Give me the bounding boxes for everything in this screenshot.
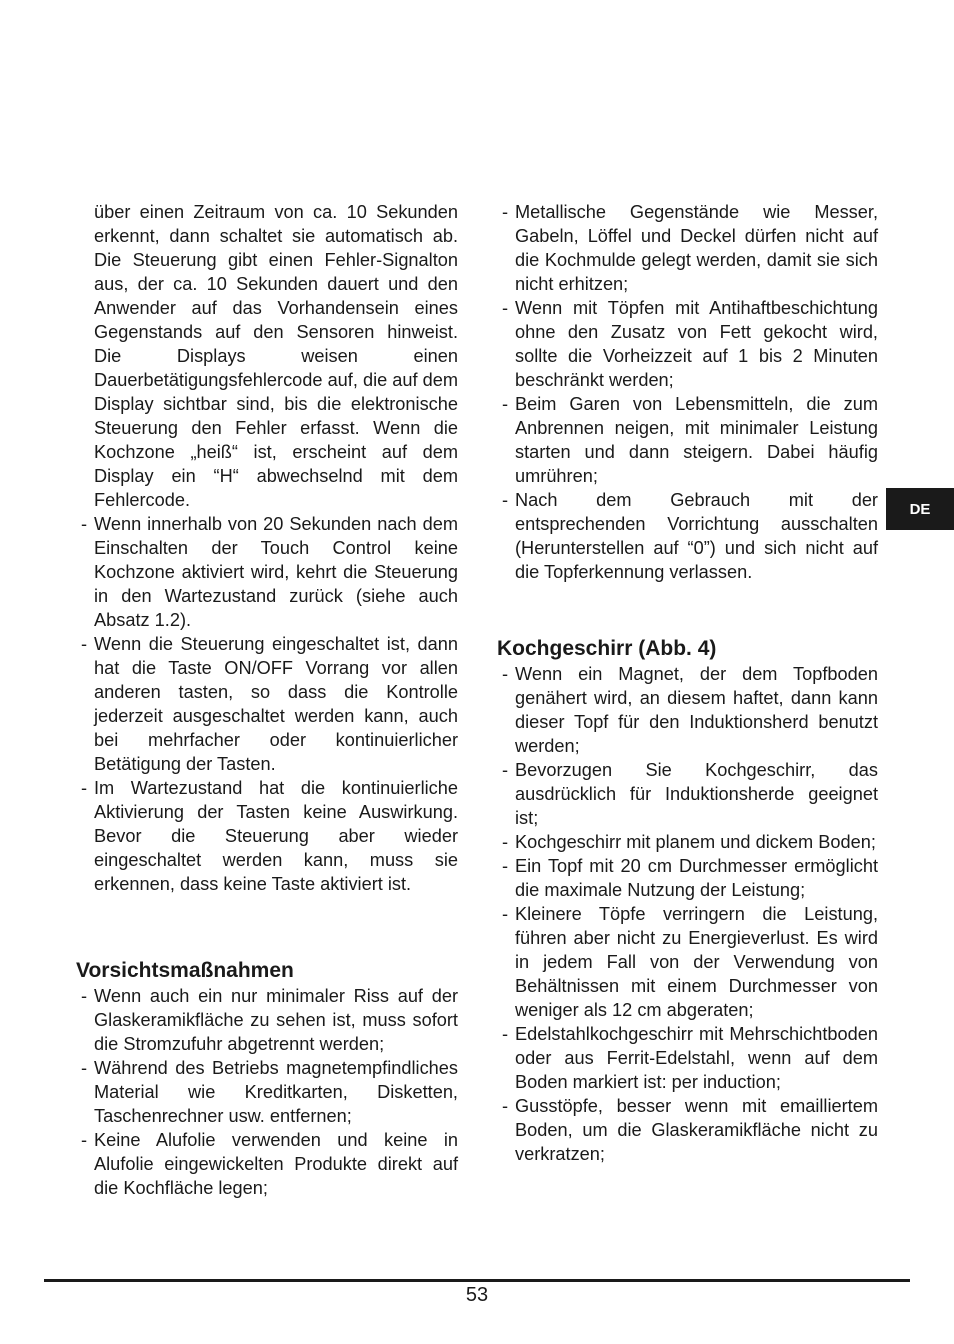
list-item xyxy=(76,632,458,776)
bullet-dash: - xyxy=(502,1024,509,1044)
bullet-dash: - xyxy=(502,856,509,876)
list-item xyxy=(497,296,878,392)
list-item xyxy=(76,1128,458,1200)
list-item-text: Wenn die Steuerung eingeschaltet ist, dann hat die Taste ON/OFF Vorrang vor allen anderen tasten, so dass die Kontrolle jederzeit ausgeschaltet werden kann, auch bei mehrfacher oder kontinuierlicher Betätigung der Tasten. xyxy=(94,634,458,774)
bullet-dash: - xyxy=(502,904,509,924)
bullet-dash: - xyxy=(502,664,509,684)
bullet-dash: - xyxy=(502,1096,509,1116)
section-heading-cookware: Kochgeschirr (Abb. 4) xyxy=(497,637,717,660)
list-item-text: Metallische Gegenstände wie Messer, Gabeln, Löffel und Deckel dürfen nicht auf die Kochmulde gelegt werden, damit sie sich nicht erhitzen; xyxy=(515,202,878,294)
list-item-text: Ein Topf mit 20 cm Durchmesser ermöglicht die maximale Nutzung der Leistung; xyxy=(515,856,878,900)
list-item-text: Im Wartezustand hat die kontinuierliche Aktivierung der Tasten keine Auswirkung. Bevor die Steuerung aber wieder eingeschaltet werden kann, muss sie erkennen, dass keine Taste aktiviert ist. xyxy=(94,778,458,894)
list-item-text: Beim Garen von Lebensmitteln, die zum Anbrennen neigen, mit minimaler Leistung starten und dann steigern. Dabei häufig umrühren; xyxy=(515,394,878,486)
bullet-dash: - xyxy=(502,832,509,852)
list-item-text: Kleinere Töpfe verringern die Leistung, führen aber nicht zu Energieverlust. Es wird in jedem Fall von der Verwendung von Behältnissen mit einem Durchmesser von weniger als 12 cm abgeraten; xyxy=(515,904,878,1020)
list-item xyxy=(497,392,878,488)
bullet-dash: - xyxy=(502,490,509,510)
list-item xyxy=(497,1094,878,1166)
list-item-text: Keine Alufolie verwenden und keine in Alufolie eingewickelten Produkte direkt auf die Kochfläche legen; xyxy=(94,1130,458,1198)
list-item-text: Kochgeschirr mit planem und dickem Boden; xyxy=(515,832,876,852)
list-item-text: Bevorzugen Sie Kochgeschirr, das ausdrücklich für Induktionsherde geeignet ist; xyxy=(515,760,878,828)
list-item xyxy=(497,1022,878,1094)
list-item xyxy=(76,1056,458,1128)
list-item-text: Edelstahlkochgeschirr mit Mehrschichtboden oder aus Ferrit-Edelstahl, wenn auf dem Boden markiert ist: per induction; xyxy=(515,1024,878,1092)
footer-rule xyxy=(44,1279,910,1282)
list-item xyxy=(497,758,878,830)
list-item-text: Wenn mit Töpfen mit Antihaftbeschichtung ohne den Zusatz von Fett gekocht wird, sollte die Vorheizzeit auf 1 bis 2 Minuten beschränkt werden; xyxy=(515,298,878,390)
bullet-dash: - xyxy=(81,986,88,1006)
list-item xyxy=(497,200,878,296)
list-item xyxy=(497,902,878,1022)
bullet-dash: - xyxy=(81,1058,88,1078)
bullet-dash: - xyxy=(81,778,88,798)
section-heading-precautions: Vorsichtsmaßnahmen xyxy=(76,959,294,982)
right-column xyxy=(497,200,878,1166)
list-item xyxy=(76,512,458,632)
list-item-text: Nach dem Gebrauch mit der entsprechenden Vorrichtung ausschalten (Herunterstellen auf “0”) und sich nicht auf die Topferkennung verlassen. xyxy=(515,490,878,582)
list-item xyxy=(497,488,878,584)
left-column xyxy=(76,200,458,1200)
list-item-text: Wenn innerhalb von 20 Sekunden nach dem Einschalten der Touch Control keine Kochzone aktiviert wird, kehrt die Steuerung in den Wartezustand zurück (siehe auch Absatz 1.2). xyxy=(94,514,458,630)
bullet-dash: - xyxy=(502,760,509,780)
list-item xyxy=(497,662,878,758)
list-item xyxy=(76,984,458,1056)
list-item xyxy=(497,854,878,902)
list-item xyxy=(497,830,878,854)
list-item xyxy=(76,776,458,896)
bullet-dash: - xyxy=(502,202,509,222)
list-item-text: Wenn ein Magnet, der dem Topfboden genähert wird, an diesem haftet, dann kann dieser Topf für den Induktionsherd benutzt werden; xyxy=(515,664,878,756)
bullet-dash: - xyxy=(81,634,88,654)
bullet-dash: - xyxy=(81,1130,88,1150)
list-item-text: Gusstöpfe, besser wenn mit emailliertem Boden, um die Glaskeramikfläche nicht zu verkratzen; xyxy=(515,1096,878,1164)
language-tab-de: DE xyxy=(886,488,954,530)
list-item-text: Wenn auch ein nur minimaler Riss auf der Glaskeramikfläche zu sehen ist, muss sofort die Stromzufuhr abgetrennt werden; xyxy=(94,986,458,1054)
page-number: 53 xyxy=(465,1284,489,1306)
list-item-text: Während des Betriebs magnetempfindliches Material wie Kreditkarten, Disketten, Taschenrechner usw. entfernen; xyxy=(94,1058,458,1126)
bullet-dash: - xyxy=(502,394,509,414)
bullet-dash: - xyxy=(81,514,88,534)
bullet-dash: - xyxy=(502,298,509,318)
intro-paragraph: über einen Zeitraum von ca. 10 Sekunden erkennt, dann schaltet sie automatisch ab. Die Steuerung gibt einen Fehler-Signalton aus, der ca. 10 Sekunden dauert und den Anwender auf das Vorhandensein eines Gegenstands auf den Sensoren hinweist. Die Displays weisen einen Dauerbetätigungsfehlercode auf, die auf dem Display sichtbar sind, bis die elektronische Steuerung den Fehler erfasst. Wenn die Kochzone „heiß“ ist, erscheint auf dem Display ein “H“ abwechselnd mit dem Fehlercode. xyxy=(94,202,458,510)
